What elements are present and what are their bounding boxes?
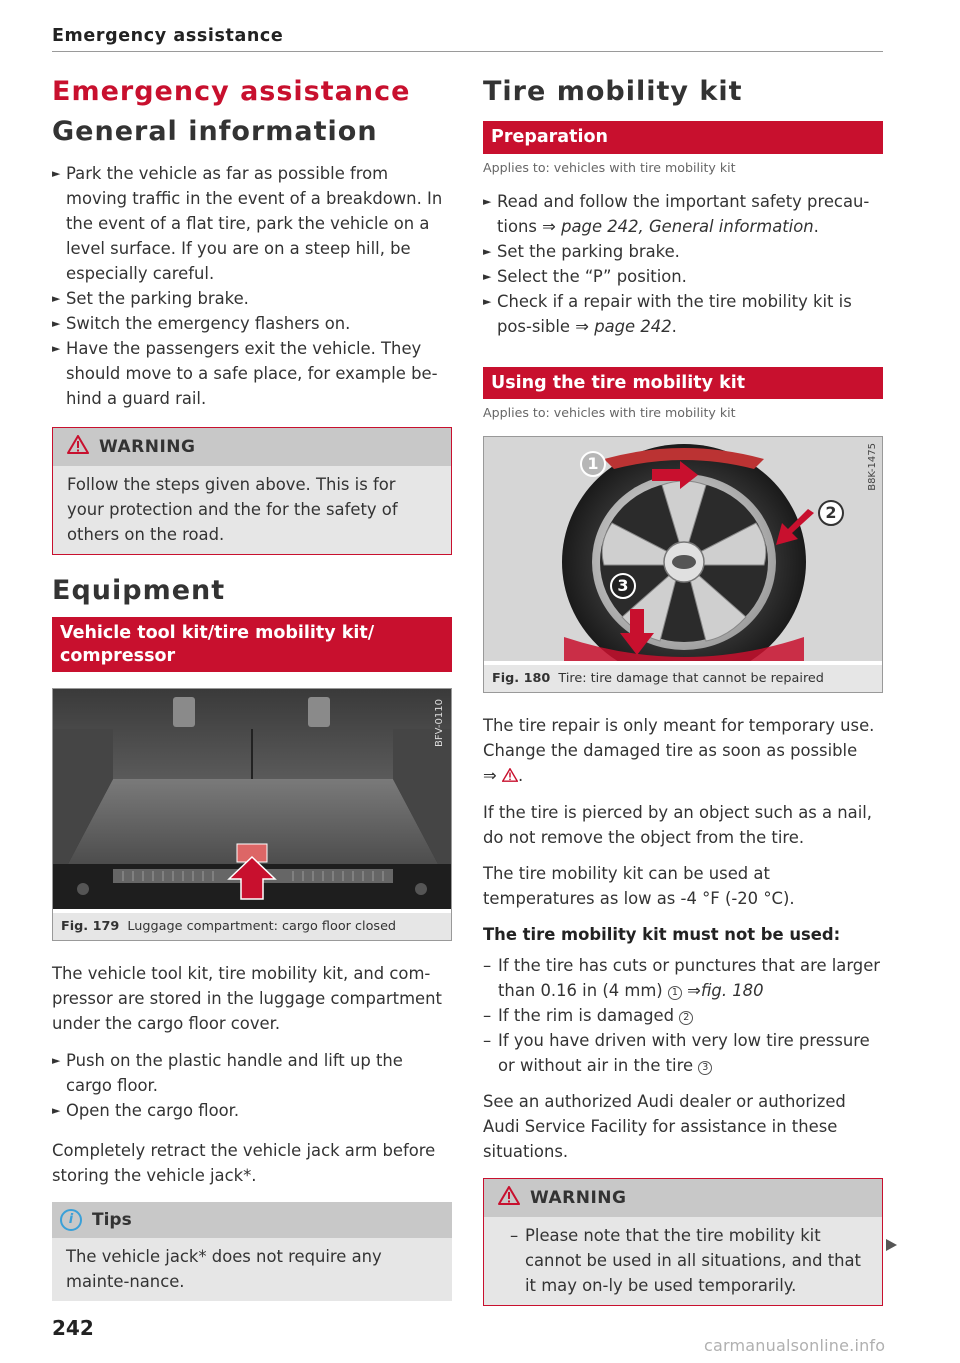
warning-header (53, 428, 451, 466)
tire-damage-image (484, 437, 882, 661)
list-item: – If you have driven with very low tire pressure or without air in the tire 3 (483, 1028, 883, 1078)
list-item: ► Push on the plastic handle and lift up the cargo floor. (52, 1048, 452, 1098)
callout-ref: 2 (679, 1011, 693, 1025)
header-rule (52, 51, 883, 52)
paragraph: Completely retract the vehicle jack arm before storing the vehicle jack*. (52, 1140, 436, 1185)
continue-arrow-icon (886, 1239, 897, 1251)
cargo-steps-list (52, 1048, 452, 1123)
not-used-list (483, 953, 883, 1078)
tips-label: Tips (92, 1209, 132, 1230)
paragraph: The tire mobility kit can be used at temperatures as low as -4 °F (-20 °C). (483, 864, 795, 909)
callout-3: 3 (610, 573, 636, 599)
list-item: ► Check if a repair with the tire mobility kit is pos-sible ⇒ page 242. (483, 289, 883, 339)
figure-180 (483, 436, 883, 693)
warning-label: WARNING (99, 436, 196, 457)
cross-reference-link[interactable]: page 242 (594, 316, 672, 336)
preparation-steps-list (483, 189, 883, 339)
info-icon: i (60, 1209, 82, 1231)
luggage-compartment-image (53, 689, 451, 909)
not-used-heading: The tire mobility kit must not be used: (483, 925, 841, 945)
list-item: – If the tire has cuts or punctures that are larger than 0.16 in (4 mm) 1 ⇒fig. 180 (483, 953, 883, 1003)
watermark: carmanualsonline.info (704, 1336, 886, 1355)
callout-ref: 1 (668, 986, 682, 1000)
section-title-equipment: Equipment (52, 574, 226, 606)
paragraph: The tire repair is only meant for temporary use. Change the damaged tire as soon as possible ⇒ . (483, 716, 875, 786)
preparation-bar: Preparation (483, 121, 883, 153)
warning-box-left (52, 427, 452, 555)
warning-triangle-icon (67, 435, 89, 459)
list-item: ► Read and follow the important safety precau-tions ⇒ page 242, General information. (483, 189, 883, 239)
warning-list (484, 1217, 882, 1305)
tips-text: The vehicle jack* does not require any mainte-nance. (52, 1238, 452, 1301)
figure-179 (52, 688, 452, 941)
applies-note: Applies to: vehicles with tire mobility kit (483, 159, 736, 175)
list-item: – If the rim is damaged 2 (483, 1003, 883, 1028)
equipment-bar: Vehicle tool kit/tire mobility kit/ compressor (52, 617, 452, 672)
right-column (483, 70, 883, 1306)
list-item: ► Park the vehicle as far as possible from moving traffic in the event of a breakdown. In the event of a flat tire, park the vehicle on a level surface. If you are on a steep hill, be especially careful. (52, 161, 452, 286)
warning-header (484, 1179, 882, 1217)
applies-note: Applies to: vehicles with tire mobility kit (483, 405, 736, 421)
figure-caption-text: Tire: tire damage that cannot be repaired (558, 671, 824, 687)
tips-box (52, 1202, 452, 1301)
warning-triangle-icon (498, 1186, 520, 1210)
callout-1: 1 (580, 451, 606, 477)
chapter-title: Emergency assistance (52, 76, 411, 107)
warning-box-right (483, 1178, 883, 1306)
list-item: ► Set the parking brake. (483, 239, 883, 264)
left-column (52, 70, 452, 1301)
warning-text: – Please note that the tire mobility kit cannot be used in all situations, and that it may on-ly be used temporarily. (510, 1223, 868, 1298)
cross-reference-link[interactable]: fig. 180 (700, 981, 764, 1001)
section-title-general: General information (52, 116, 378, 148)
figure-caption-text: Luggage compartment: cargo floor closed (127, 918, 397, 934)
figure-caption (484, 665, 882, 692)
cross-reference-link[interactable]: page 242, General information (561, 216, 814, 236)
warning-label: WARNING (530, 1188, 627, 1209)
tips-header (52, 1202, 452, 1238)
figure-number: Fig. 180 (492, 671, 551, 687)
callout-ref: 3 (698, 1061, 712, 1075)
general-steps-list (52, 161, 452, 411)
list-item: ► Open the cargo floor. (52, 1098, 452, 1123)
warning-reference-icon[interactable] (502, 766, 518, 785)
warning-text: Follow the steps given above. This is for your protection and the for the safety of others on the road. (53, 466, 451, 554)
list-item: ► Set the parking brake. (52, 286, 452, 311)
using-kit-bar: Using the tire mobility kit (483, 367, 883, 399)
chapter-title-tire: Tire mobility kit (483, 76, 743, 107)
callout-2: 2 (818, 500, 844, 526)
figure-code: BFV-0110 (434, 698, 445, 747)
list-item: ► Switch the emergency flashers on. (52, 311, 452, 336)
figure-number: Fig. 179 (61, 918, 120, 934)
paragraph: If the tire is pierced by an object such as a nail, do not remove the object from the tire. (483, 803, 873, 848)
page-number: 242 (52, 1316, 94, 1340)
figure-code: B8K-1475 (867, 443, 878, 491)
figure-caption (53, 913, 451, 940)
list-item: ► Have the passengers exit the vehicle. They should move to a safe place, for example be-hind a guard rail. (52, 336, 452, 411)
running-title: Emergency assistance (52, 26, 284, 46)
paragraph: See an authorized Audi dealer or authorized Audi Service Facility for assistance in these situations. (483, 1092, 846, 1162)
list-item: ► Select the “P” position. (483, 264, 883, 289)
paragraph: The vehicle tool kit, tire mobility kit, and com-pressor are stored in the luggage compartment under the cargo floor cover. (52, 963, 442, 1033)
